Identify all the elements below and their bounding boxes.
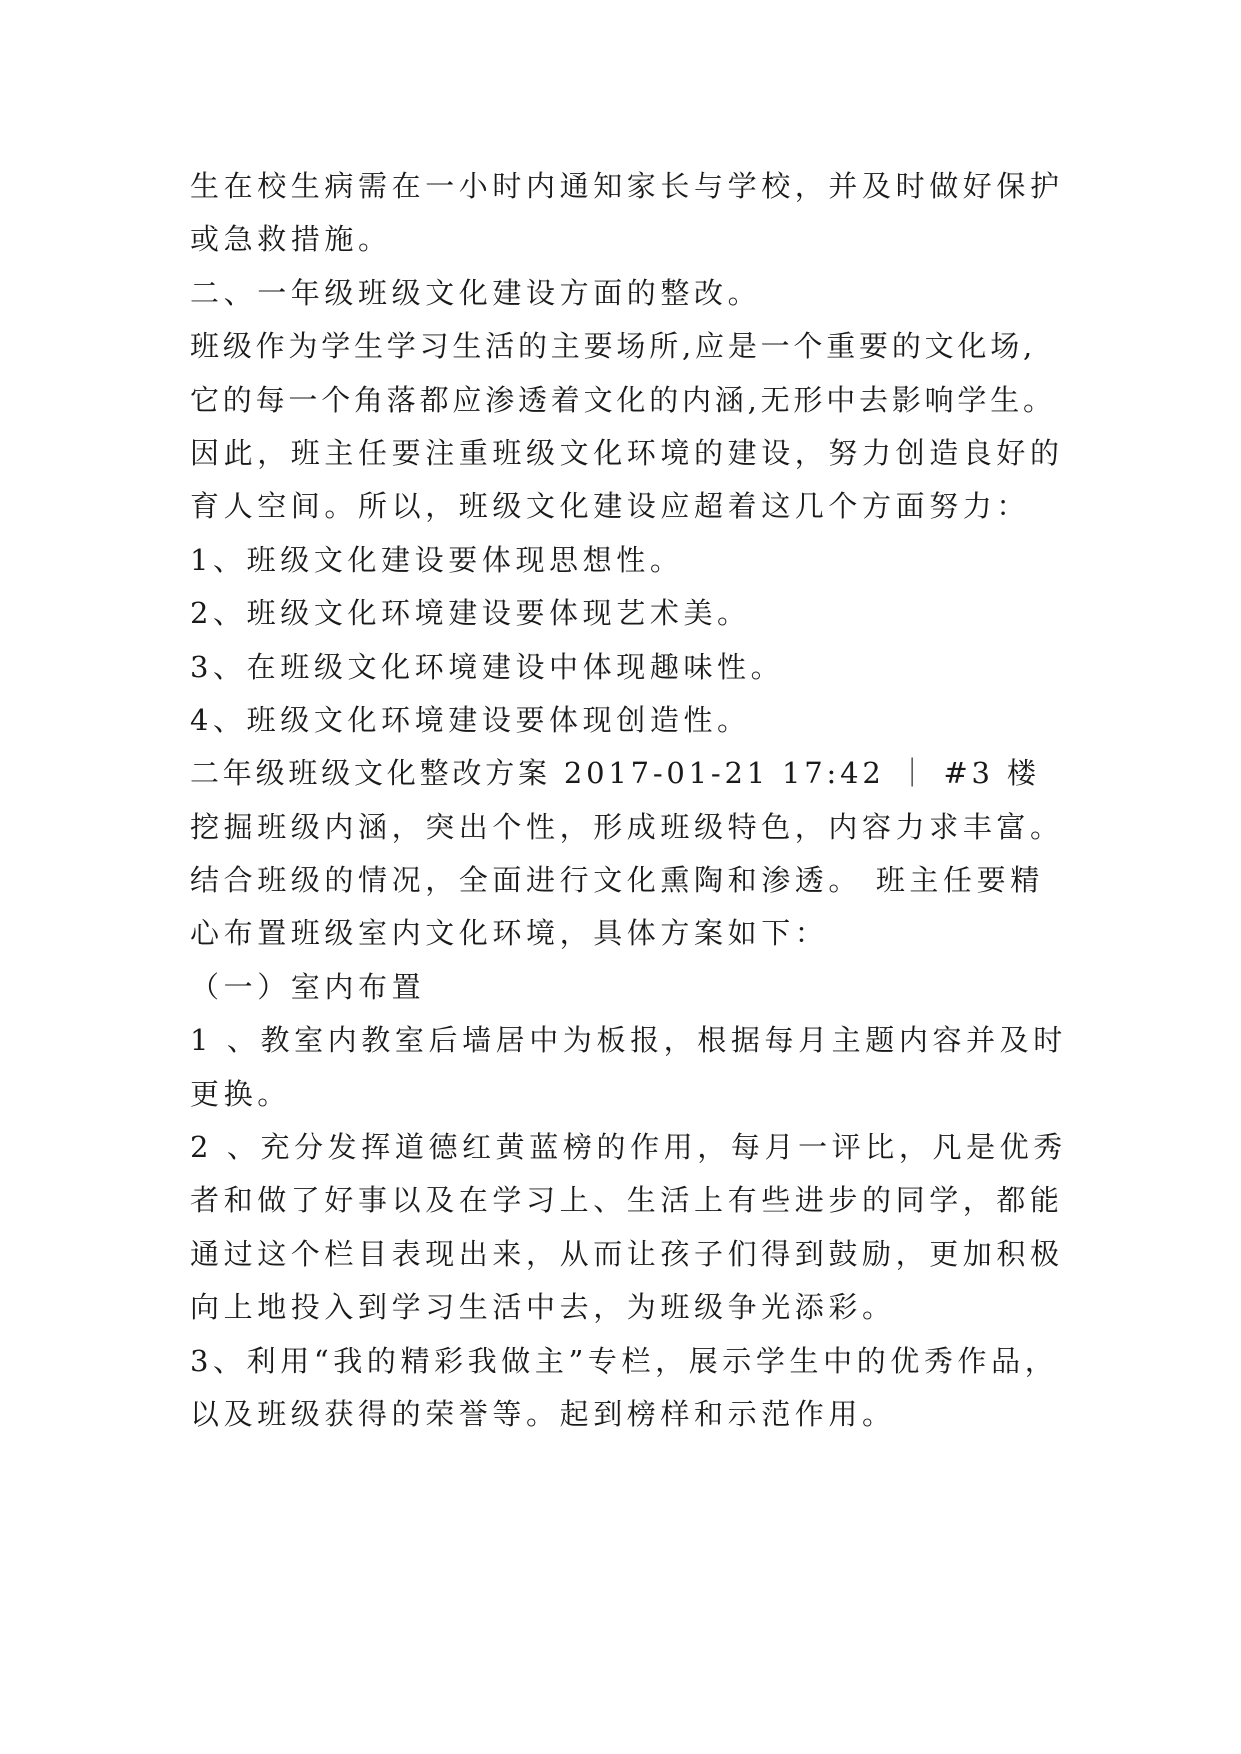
list-item: 2 、充分发挥道德红黄蓝榜的作用，每月一评比，凡是优秀	[190, 1130, 1067, 1165]
text-line: 因此，班主任要注重班级文化环境的建设，努力创造良好的	[190, 435, 1064, 470]
text-line: 通过这个栏目表现出来，从而让孩子们得到鼓励，更加积极	[190, 1236, 1064, 1271]
text-line: 班级作为学生学习生活的主要场所,应是一个重要的文化场,	[190, 329, 1037, 364]
text-line: 它的每一个角落都应渗透着文化的内涵,无形中去影响学生。	[190, 382, 1056, 417]
list-item: 2、班级文化环境建设要体现艺术美。	[190, 596, 751, 631]
list-item: 3、在班级文化环境建设中体现趣味性。	[190, 649, 785, 684]
list-item: 1 、教室内教室后墙居中为板报，根据每月主题内容并及时	[190, 1023, 1067, 1058]
post-header: 二年级班级文化整改方案 2017-01-21 17:42 ｜ #3 楼	[190, 756, 1040, 791]
text-line: 以及班级获得的荣誉等。起到榜样和示范作用。	[190, 1396, 896, 1431]
text-line: 挖掘班级内涵，突出个性，形成班级特色，内容力求丰富。	[190, 809, 1064, 844]
text-line: 向上地投入到学习生活中去，为班级争光添彩。	[190, 1290, 896, 1325]
text-line: 更换。	[190, 1076, 291, 1111]
text-line: 结合班级的情况，全面进行文化熏陶和渗透。 班主任要精	[190, 863, 1044, 898]
section-heading: 二、一年级班级文化建设方面的整改。	[190, 275, 762, 310]
section-heading: （一）室内布置	[190, 969, 426, 1004]
list-item: 1、班级文化建设要体现思想性。	[190, 542, 684, 577]
text-line: 心布置班级室内文化环境，具体方案如下：	[190, 916, 829, 951]
list-item: 3、利用“我的精彩我做主”专栏，展示学生中的优秀作品，	[190, 1343, 1059, 1378]
document-body	[190, 160, 1070, 1441]
text-line: 者和做了好事以及在学习上、生活上有些进步的同学，都能	[190, 1183, 1064, 1218]
list-item: 4、班级文化环境建设要体现创造性。	[190, 702, 751, 737]
text-line: 生在校生病需在一小时内通知家长与学校，并及时做好保护	[190, 169, 1064, 203]
text-line: 或急救措施。	[190, 222, 392, 257]
text-line: 育人空间。所以，班级文化建设应超着这几个方面努力：	[190, 489, 1031, 524]
